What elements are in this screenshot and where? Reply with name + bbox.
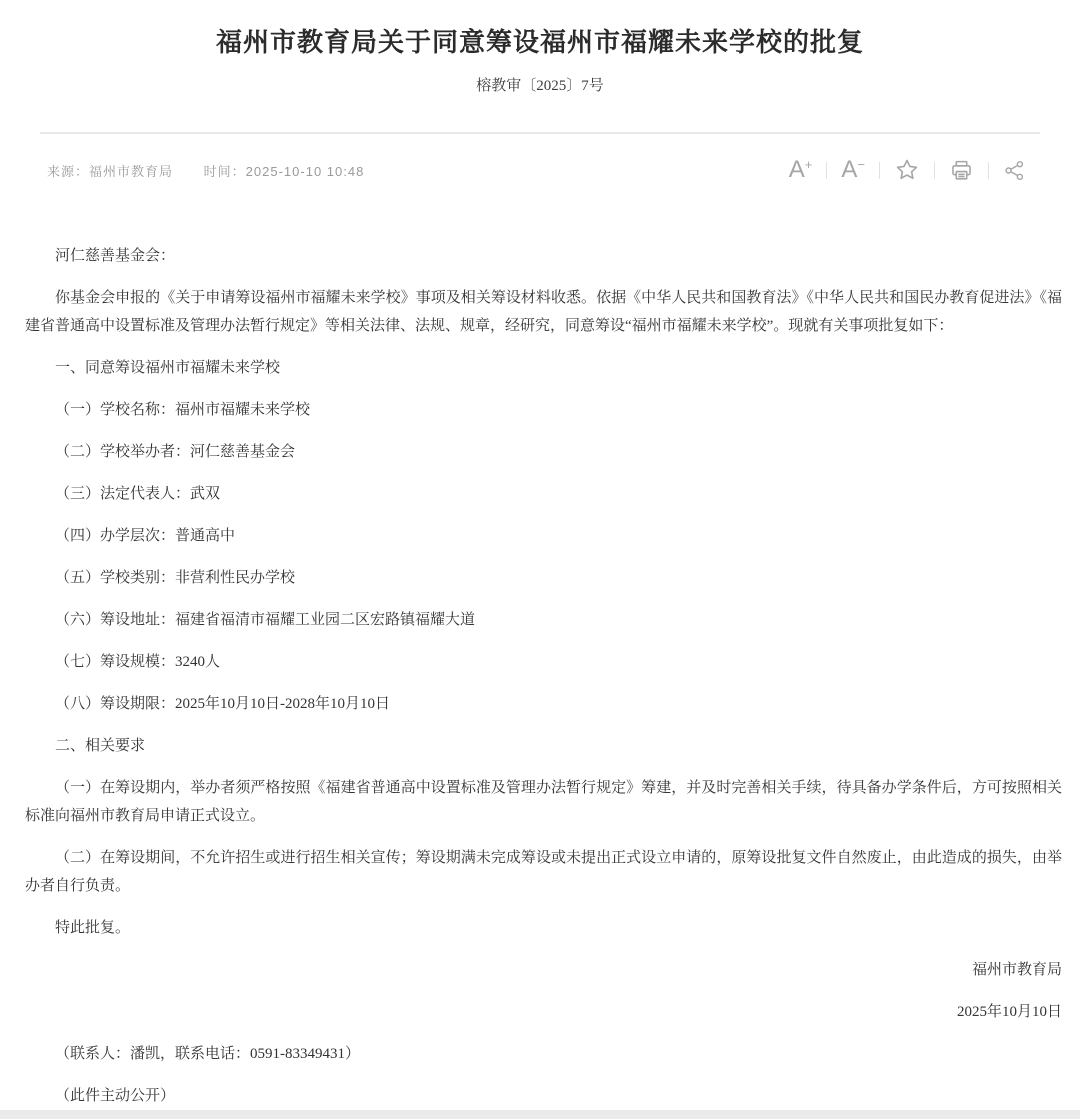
- item-scale: （七）筹设规模：3240人: [55, 654, 221, 670]
- font-increase-icon: A: [788, 156, 805, 183]
- font-increase-button[interactable]: A +: [775, 157, 827, 183]
- page-title: 福州市教育局关于同意筹设福州市福耀未来学校的批复: [215, 28, 864, 57]
- item-education-level: （四）办学层次：普通高中: [55, 528, 236, 544]
- source-label: 来源：: [47, 163, 90, 179]
- signature-date: 2025年10月10日: [956, 1004, 1062, 1020]
- intro-paragraph: 你基金会申报的《关于申请筹设福州市福耀未来学校》事项及相关筹设材料收悉。依据《中华人民共和国教育法》《中华人民共和国民办教育促进法》《福建省普通高中设置标准及管理办法暂行规定》等相关法律、法规、规章，经研究，同意筹设“福州市福耀未来学校”。现就有关事项批复如下：: [25, 290, 1062, 334]
- requirement-2: （二）在筹设期间，不允许招生或进行招生相关宣传；筹设期满未完成筹设或未提出正式设立申请的，原筹设批复文件自然废止，由此造成的损失，由举办者自行负责。: [25, 850, 1062, 894]
- printer-icon: [949, 158, 974, 183]
- star-icon: [894, 157, 920, 183]
- meta-info: [47, 161, 364, 180]
- document-body: [0, 188, 1080, 1110]
- item-school-name: （一）学校名称：福州市福耀未来学校: [55, 402, 311, 418]
- item-legal-representative: （三）法定代表人：武双: [55, 486, 221, 502]
- font-decrease-icon: A: [841, 156, 858, 183]
- header-divider: [40, 132, 1040, 134]
- contact-note: （联系人：潘凯，联系电话：0591-83349431）: [55, 1046, 360, 1062]
- doc-number: 榕教审〔2025〕7号: [476, 78, 604, 94]
- item-address: （六）筹设地址：福建省福清市福耀工业园二区宏路镇福耀大道: [55, 612, 476, 628]
- salutation: 河仁慈善基金会：: [55, 248, 176, 264]
- source-value: 福州市教育局: [89, 163, 174, 179]
- time-value: 2025-10-10 10:48: [245, 163, 365, 179]
- document-header: [0, 0, 1080, 96]
- item-organizer: （二）学校举办者：河仁慈善基金会: [55, 444, 296, 460]
- meta-bar: [0, 152, 1080, 188]
- disclosure-note: （此件主动公开）: [55, 1088, 176, 1104]
- bottom-edge: [0, 1110, 1080, 1119]
- time-label: 时间：: [203, 163, 246, 179]
- article-toolbar: [775, 157, 1040, 183]
- requirement-1: （一）在筹设期内，举办者须严格按照《福建省普通高中设置标准及管理办法暂行规定》筹建，并及时完善相关手续，待具备办学条件后，方可按照相关标准向福州市教育局申请正式设立。: [25, 780, 1062, 824]
- item-period: （八）筹设期限：2025年10月10日-2028年10月10日: [55, 696, 390, 712]
- closing-line: 特此批复。: [55, 920, 131, 936]
- item-school-category: （五）学校类别：非营利性民办学校: [55, 570, 296, 586]
- print-button[interactable]: [935, 158, 988, 183]
- font-decrease-button[interactable]: A −: [827, 157, 879, 183]
- share-icon: [1003, 159, 1026, 182]
- section-2-heading: 二、相关要求: [55, 738, 146, 754]
- signature-org: 福州市教育局: [971, 962, 1062, 978]
- section-1-heading: 一、同意筹设福州市福耀未来学校: [55, 360, 281, 376]
- share-button[interactable]: [989, 159, 1040, 182]
- favorite-button[interactable]: [880, 157, 934, 183]
